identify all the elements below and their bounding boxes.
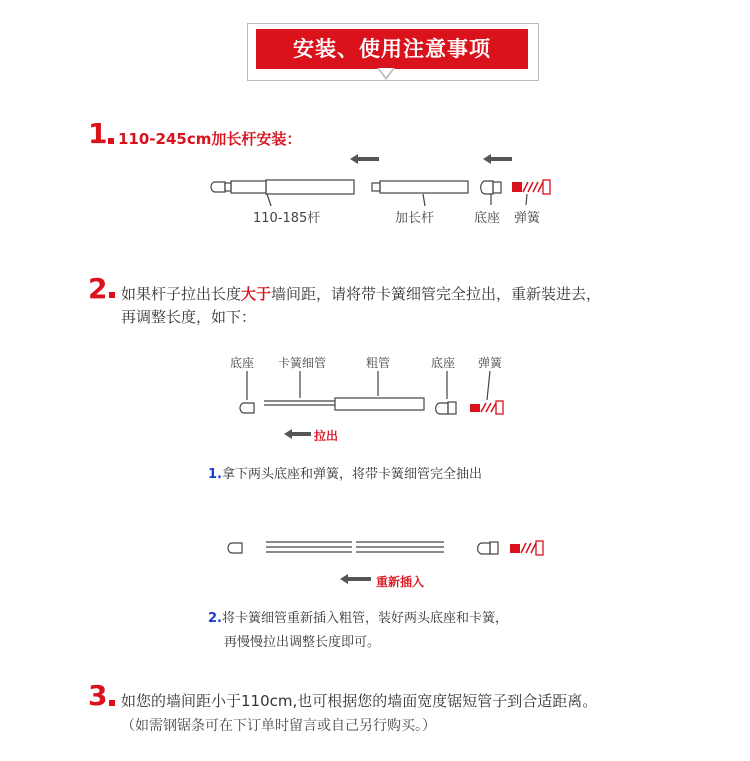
section1-title: 110-245cm加长杆安装： bbox=[118, 130, 302, 148]
spring-icon bbox=[470, 401, 503, 414]
section1-number: 1 bbox=[88, 117, 108, 150]
left-arrow-icon bbox=[350, 154, 379, 164]
spring-icon bbox=[510, 541, 543, 555]
section3-line1: 如您的墙间距小于110cm,也可根据您的墙面宽度锯短管子到合适距离。 bbox=[121, 692, 598, 710]
page-title: 安装、使用注意事项 bbox=[256, 29, 528, 69]
step2-line2: 再慢慢拉出调整长度即可。 bbox=[224, 635, 381, 650]
section2-number: 2 bbox=[88, 272, 108, 305]
reinsert-label: 重新插入 bbox=[376, 575, 425, 589]
left-arrow-icon bbox=[483, 154, 512, 164]
reinsert-arrow-icon bbox=[340, 574, 371, 584]
label-extension: 加长杆 bbox=[395, 211, 435, 226]
section2-diagram-b bbox=[228, 542, 498, 554]
pull-out-label: 拉出 bbox=[314, 429, 339, 443]
section3-line2: （如需钢锯条可在下订单时留言或自己另行购买。） bbox=[121, 718, 436, 734]
base-icon bbox=[478, 543, 490, 554]
spring-icon bbox=[512, 180, 550, 194]
section2-dot bbox=[109, 292, 115, 298]
section1-diagram bbox=[211, 154, 527, 206]
section2-line2: 再调整长度，如下： bbox=[121, 308, 257, 326]
base-icon bbox=[240, 403, 254, 413]
section3-dot bbox=[109, 700, 115, 706]
label-thick-tube: 粗管 bbox=[366, 356, 391, 370]
section3-number: 3 bbox=[88, 679, 108, 712]
step2-line1: 2.将卡簧细管重新插入粗管，装好两头底座和卡簧， bbox=[208, 611, 508, 626]
label-thin-tube: 卡簧细管 bbox=[278, 356, 327, 370]
section2-line1: 如果杆子拉出长度大于墙间距，请将带卡簧细管完全拉出，重新装进去， bbox=[121, 285, 602, 303]
label-rod: 110-185杆 bbox=[253, 211, 321, 226]
step1: 1.拿下两头底座和弹簧，将带卡簧细管完全抽出 bbox=[208, 467, 482, 482]
label-base: 底座 bbox=[474, 211, 501, 226]
label-spring: 弹簧 bbox=[514, 211, 541, 226]
base-icon bbox=[436, 403, 448, 414]
label-spring-2: 弹簧 bbox=[478, 356, 503, 370]
label-base-right: 底座 bbox=[431, 356, 456, 370]
base-icon bbox=[481, 181, 493, 194]
section2-diagram-a bbox=[240, 371, 490, 414]
pull-out-arrow-icon bbox=[284, 429, 311, 439]
rod-end-cap bbox=[211, 182, 225, 192]
base-icon bbox=[228, 543, 242, 553]
label-base-left: 底座 bbox=[230, 356, 255, 370]
